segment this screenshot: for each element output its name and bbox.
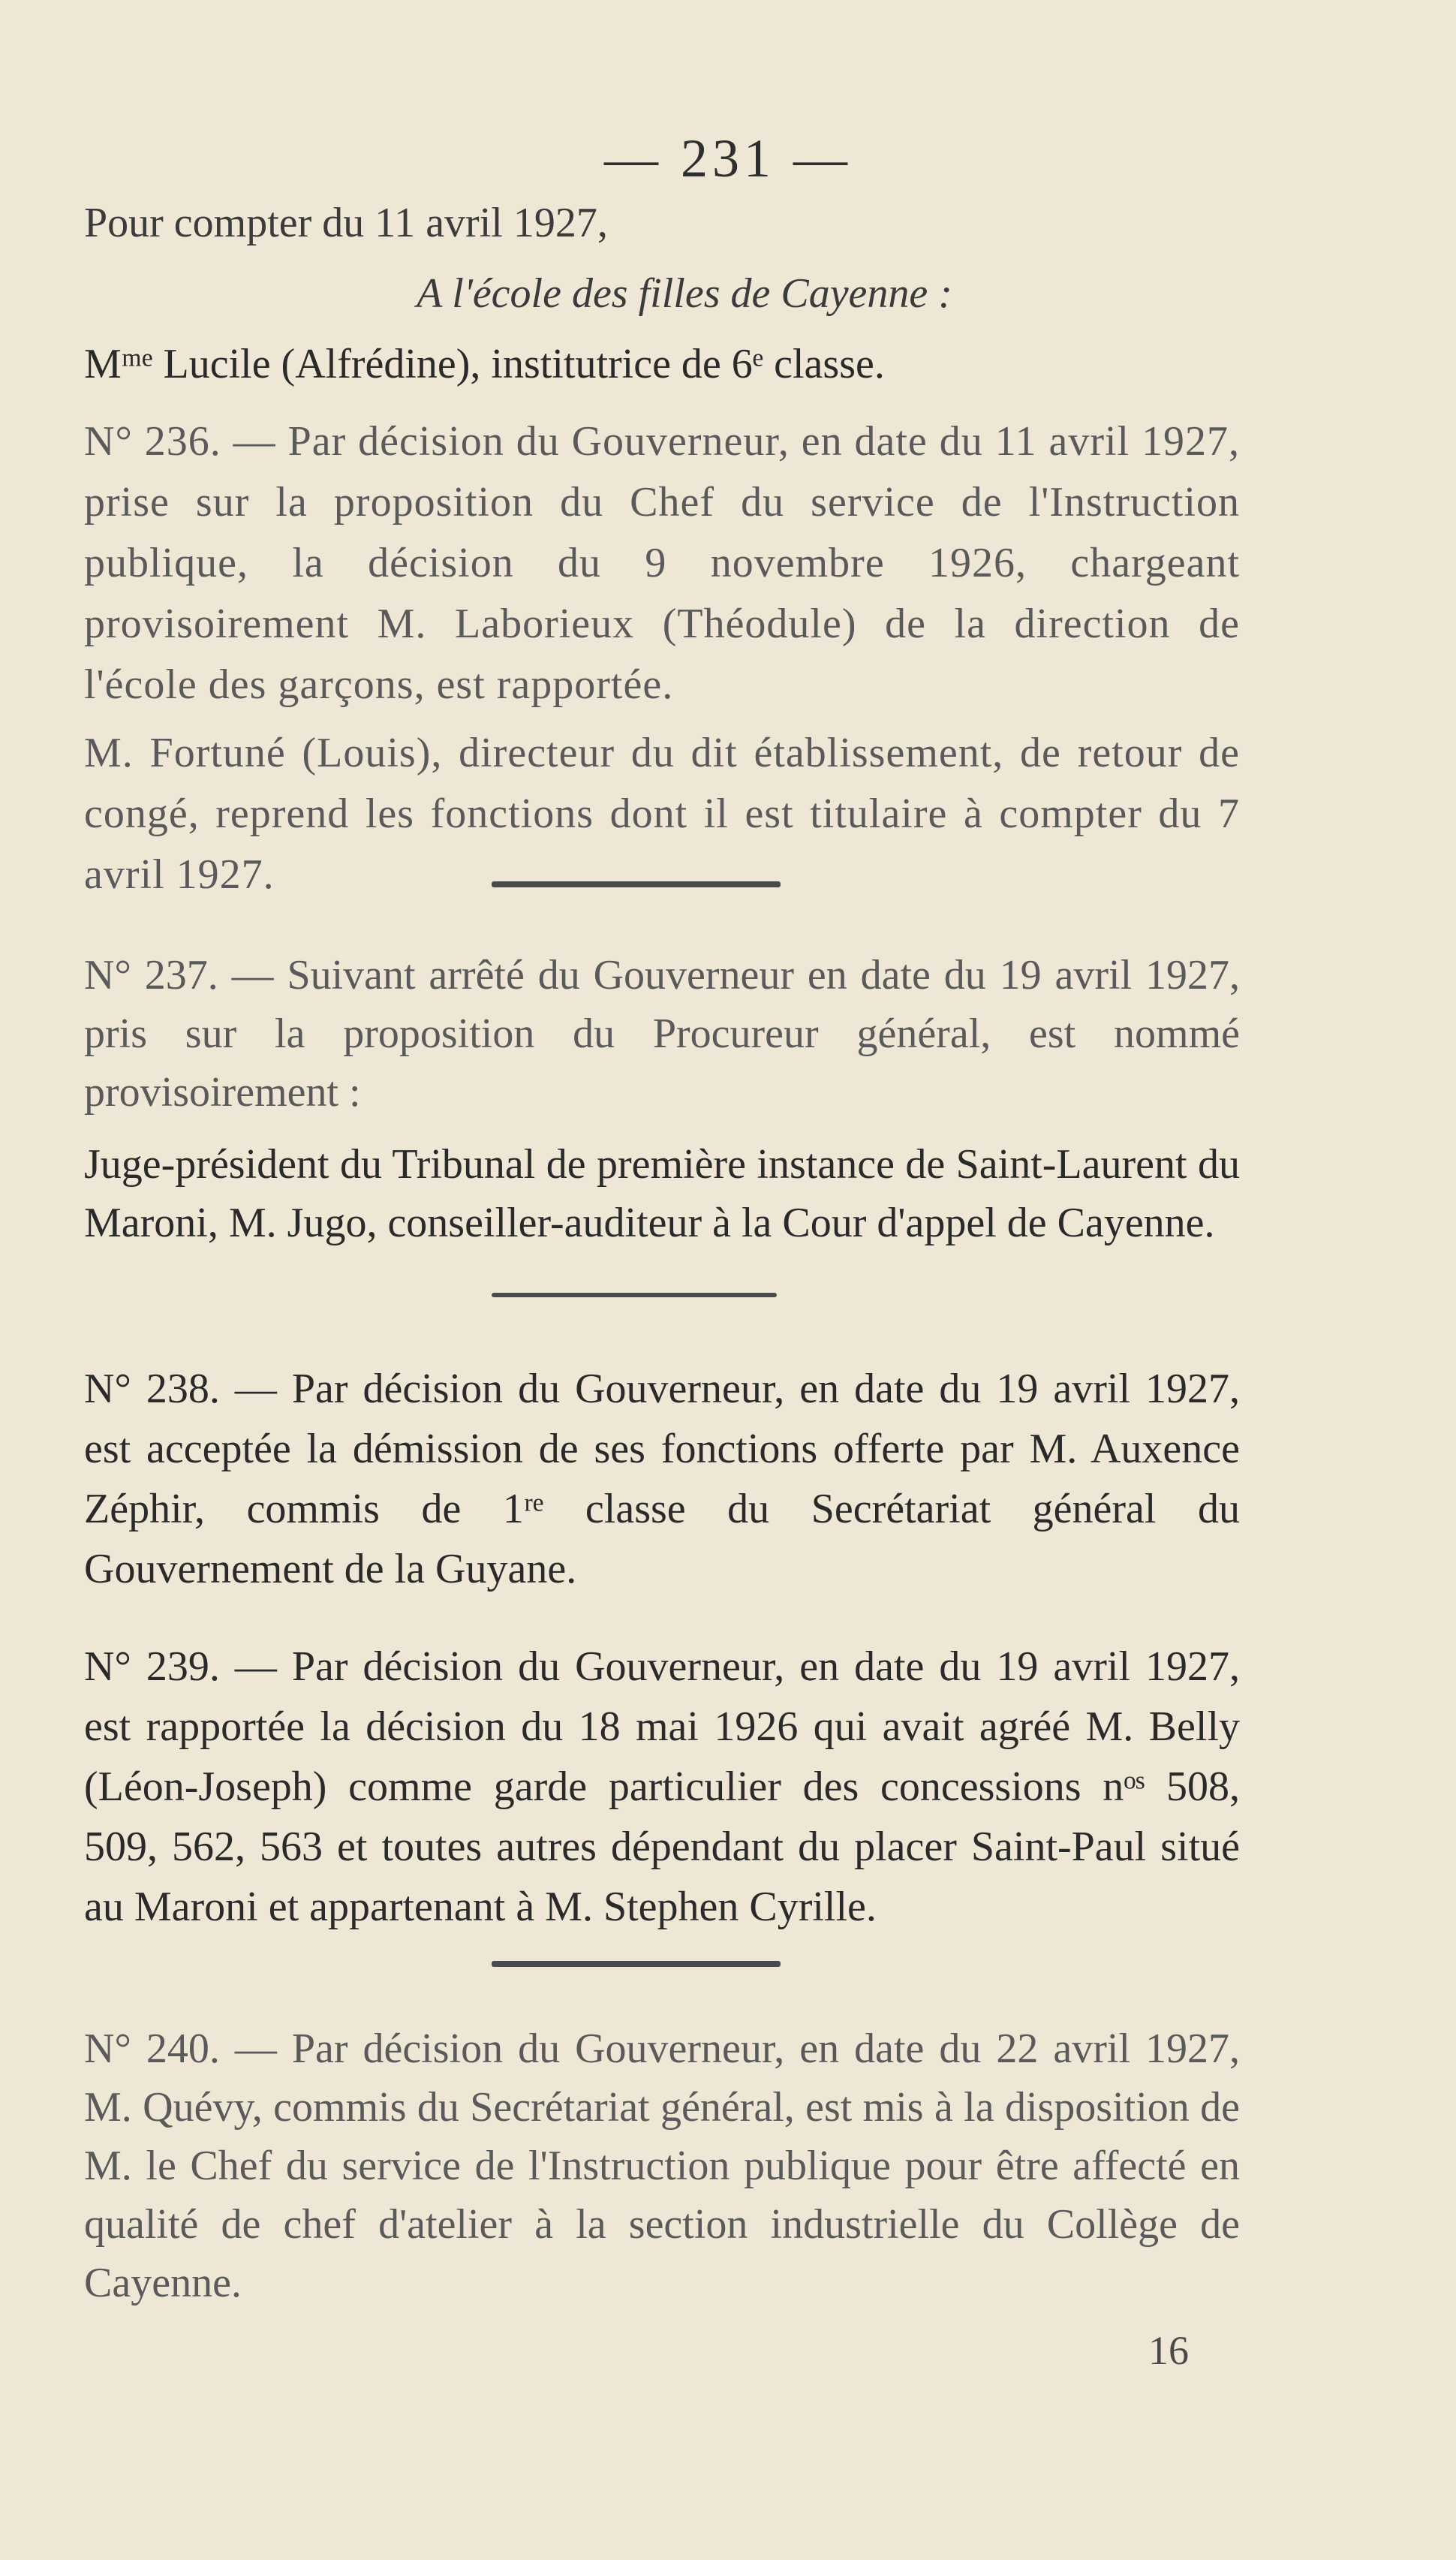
intro-line-2: A l'école des filles de Cayenne : — [417, 270, 952, 317]
entry-240-para-1: N° 240. — Par décision du Gouverneur, en date du 22 avril 1927, M. Quévy, commis du Secrétariat général, est mis à la disposition de M. le Chef du service de l'Instruction publique pour être affecté en qualité de chef d'atelier à la section industrielle du Collège de Cayenne. — [84, 2025, 1240, 2306]
entry-236-para-1: N° 236. — Par décision du Gouverneur, en date du 11 avril 1927, prise sur la proposition du Chef du service de l'Instruction publique, la décision du 9 novembre 1926, chargeant provisoirement M. Laborieux (Théodule) de la direction de l'école des garçons, est rapportée. — [84, 418, 1240, 708]
page-number: — 231 — — [604, 128, 852, 188]
separator-rule — [492, 881, 781, 887]
entry-240 — [84, 2019, 1240, 2312]
entry-236-para-2: M. Fortuné (Louis), directeur du dit établissement, de retour de congé, reprend les fonctions dont il est titulaire à compter du 7 avril 1927. — [84, 730, 1240, 898]
intro-line-3: Mᵐᵉ Lucile (Alfrédine), institutrice de 6ᵉ classe. — [84, 341, 885, 387]
intro-line-1: Pour compter du 11 avril 1927, — [84, 200, 608, 246]
entry-239 — [84, 1637, 1240, 1937]
entry-237-para-1: N° 237. — Suivant arrêté du Gouverneur en date du 19 avril 1927, pris sur la proposition du Procureur général, est nommé provisoirement : — [84, 952, 1240, 1116]
separator-rule — [492, 1961, 781, 1967]
folio-number: 16 — [1148, 2328, 1189, 2373]
entry-239-para-1: N° 239. — Par décision du Gouverneur, en date du 19 avril 1927, est rapportée la décision du 18 mai 1926 qui avait agréé M. Belly (Léon-Joseph) comme garde particulier des concessions nᵒˢ 508, 509, 562, 563 et toutes autres dépendant du placer Saint-Paul situé au Maroni et appartenant à M. Stephen Cyrille. — [84, 1643, 1240, 1930]
intro-block — [84, 188, 1240, 399]
entry-237-para-2: Juge-président du Tribunal de première instance de Saint-Laurent du Maroni, M. Jugo, conseiller-auditeur à la Cour d'appel de Cayenne. — [84, 1141, 1240, 1246]
entry-238 — [84, 1359, 1240, 1599]
separator-rule — [492, 1293, 777, 1297]
entry-236 — [84, 411, 1240, 905]
entry-238-para-1: N° 238. — Par décision du Gouverneur, en date du 19 avril 1927, est acceptée la démission de ses fonctions offerte par M. Auxence Zéphir, commis de 1ʳᵉ classe du Secrétariat général du Gouvernement de la Guyane. — [84, 1366, 1240, 1592]
entry-237 — [84, 946, 1240, 1252]
